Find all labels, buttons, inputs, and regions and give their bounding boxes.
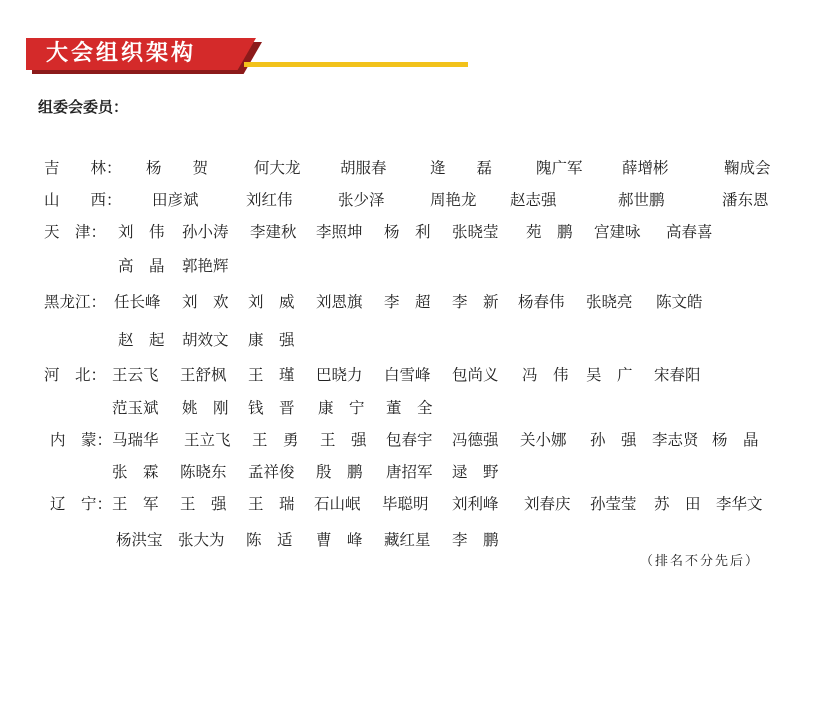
ranking-note: （排名不分先后）: [640, 554, 761, 569]
member-name: 逄 磊: [430, 159, 493, 177]
member-name: 李志贤: [652, 431, 699, 449]
member-name: 杨洪宝: [116, 531, 163, 549]
province-label: 河 北：: [44, 366, 107, 384]
member-name: 康 强: [248, 331, 295, 349]
member-name: 赵志强: [510, 191, 557, 209]
member-row: [0, 254, 826, 278]
member-name: 王 勇: [252, 431, 299, 449]
member-row: [0, 328, 826, 352]
member-row: [0, 363, 826, 387]
province-label: 天 津：: [44, 223, 107, 241]
member-name: 郭艳辉: [182, 257, 229, 275]
member-name: 王立飞: [184, 431, 231, 449]
member-name: 唐招军: [386, 463, 433, 481]
member-name: 陈文皓: [656, 293, 703, 311]
member-name: 殷 鹏: [316, 463, 363, 481]
member-name: 苏 田: [654, 495, 701, 513]
member-name: 李建秋: [250, 223, 297, 241]
member-name: 刘 伟: [118, 223, 165, 241]
member-name: 刘春庆: [524, 495, 571, 513]
province-label: 辽 宁：: [50, 495, 113, 513]
member-name: 刘 威: [248, 293, 295, 311]
member-name: 隗广军: [536, 159, 583, 177]
member-name: 王 强: [320, 431, 367, 449]
member-name: 孙小涛: [182, 223, 229, 241]
member-name: 李 超: [384, 293, 431, 311]
member-name: 白雪峰: [384, 366, 431, 384]
member-name: 曹 峰: [316, 531, 363, 549]
member-name: 鞠成会: [724, 159, 771, 177]
member-name: 薛增彬: [622, 159, 669, 177]
member-name: 苑 鹏: [526, 223, 573, 241]
member-name: 陈晓东: [180, 463, 227, 481]
member-name: 藏红星: [384, 531, 431, 549]
member-name: 郝世鹏: [618, 191, 665, 209]
member-name: 孙莹莹: [590, 495, 637, 513]
member-name: 杨 利: [384, 223, 431, 241]
member-name: 宋春阳: [654, 366, 701, 384]
province-label: 吉 林：: [44, 159, 122, 177]
member-name: 杨 贺: [146, 159, 209, 177]
member-row: [0, 528, 826, 552]
member-name: 冯 伟: [522, 366, 569, 384]
member-name: 胡服春: [340, 159, 387, 177]
committee-label: 组委会委员：: [38, 98, 129, 116]
member-name: 李 鹏: [452, 531, 499, 549]
member-name: 王 军: [112, 495, 159, 513]
province-label: 黑龙江：: [44, 293, 107, 311]
member-row: [0, 396, 826, 420]
member-name: 冯德强: [452, 431, 499, 449]
member-name: 关小娜: [520, 431, 567, 449]
member-name: 刘利峰: [452, 495, 499, 513]
member-name: 周艳龙: [430, 191, 477, 209]
member-name: 范玉斌: [112, 399, 159, 417]
member-name: 张少泽: [338, 191, 385, 209]
yellow-rule: [244, 62, 468, 67]
member-name: 石山岷: [314, 495, 361, 513]
banner-title: 大会组织架构: [46, 41, 197, 66]
province-label: 山 西：: [44, 191, 122, 209]
member-name: 张晓亮: [586, 293, 633, 311]
member-name: 田彦斌: [152, 191, 199, 209]
member-name: 张大为: [178, 531, 225, 549]
member-name: 包春宇: [386, 431, 433, 449]
member-row: [0, 492, 826, 516]
member-row: [0, 188, 826, 212]
member-name: 高 晶: [118, 257, 165, 275]
member-name: 王 瑞: [248, 495, 295, 513]
member-name: 孙 强: [590, 431, 637, 449]
member-row: [0, 290, 826, 314]
member-name: 李照坤: [316, 223, 363, 241]
member-name: 孟祥俊: [248, 463, 295, 481]
member-name: 姚 刚: [182, 399, 229, 417]
section-banner: [26, 38, 256, 70]
member-row: [0, 460, 826, 484]
member-name: 潘东恩: [722, 191, 769, 209]
member-name: 王 瑾: [248, 366, 295, 384]
member-name: 逯 野: [452, 463, 499, 481]
member-name: 胡效文: [182, 331, 229, 349]
member-name: 赵 起: [118, 331, 165, 349]
member-name: 张 霖: [112, 463, 159, 481]
member-name: 董 全: [386, 399, 433, 417]
member-row: [0, 156, 826, 180]
member-name: 李 新: [452, 293, 499, 311]
member-name: 毕聪明: [382, 495, 429, 513]
member-name: 刘 欢: [182, 293, 229, 311]
member-name: 宫建咏: [594, 223, 641, 241]
member-name: 王 强: [180, 495, 227, 513]
member-name: 高春喜: [666, 223, 713, 241]
member-name: 马瑞华: [112, 431, 159, 449]
member-name: 任长峰: [114, 293, 161, 311]
member-name: 王云飞: [112, 366, 159, 384]
member-name: 吴 广: [586, 366, 633, 384]
member-name: 刘红伟: [246, 191, 293, 209]
member-name: 杨 晶: [712, 431, 759, 449]
member-name: 钱 晋: [248, 399, 295, 417]
member-name: 杨春伟: [518, 293, 565, 311]
member-name: 康 宁: [318, 399, 365, 417]
member-name: 陈 适: [246, 531, 293, 549]
member-name: 张晓莹: [452, 223, 499, 241]
member-row: [0, 220, 826, 244]
member-name: 王舒枫: [180, 366, 227, 384]
member-name: 包尚义: [452, 366, 499, 384]
member-row: [0, 428, 826, 452]
member-name: 何大龙: [254, 159, 301, 177]
province-label: 内 蒙：: [50, 431, 113, 449]
member-name: 巴晓力: [316, 366, 363, 384]
member-name: 李华文: [716, 495, 763, 513]
member-name: 刘恩旗: [316, 293, 363, 311]
